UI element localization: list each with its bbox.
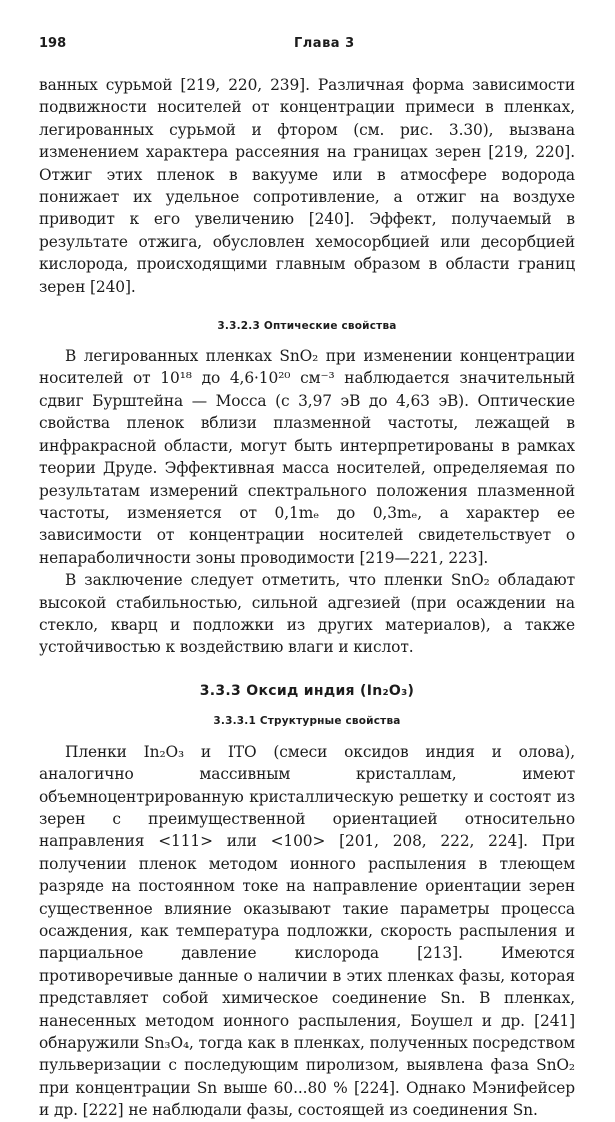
body-text	[39, 74, 575, 1122]
paragraph-structural-properties: Пленки In₂O₃ и ITO (смеси оксидов индия и олова), аналогично массивным кристаллам, имеют объемноцентрированную кристаллическую решетку и состоят из зерен с преимущественной ориентацией относительно направления <111> или <100> [201, 208, 222, 224]. При получении пленок методом ионного распыления в тлеющем разряде на постоянном токе на направление ориентации зерен существенное влияние оказывают такие параметры процесса осаждения, как температура подложки, скорость распыления и парциальное давление кислорода [213]. Имеются противоречивые данные о наличии в этих пленках фазы, которая представляет собой химическое соединение Sn. В пленках, нанесенных методом ионного распыления, Боушел и др. [241] обнаружили Sn₃O₄, тогда как в пленках, полученных посредством пульверизации с последующим пиролизом, выявлена фаза SnO₂ при концентрации Sn выше 60...80 % [224]. Однако Мэнифейсер и др. [222] не наблюдали фазы, состоящей из соединения Sn.	[39, 742, 575, 1120]
paragraph-conclusion: В заключение следует отметить, что пленки SnO₂ обладают высокой стабильностью, сильной адгезией (при осаждении на стекло, кварц и подложки из других материалов), а также устойчивостью к воздействию влаги и кислот.	[39, 571, 575, 657]
subsection-heading-structural: 3.3.3.1 Структурные свойства	[213, 714, 401, 727]
running-head	[39, 30, 575, 52]
page-number: 198	[39, 36, 67, 51]
subsection-heading-optical: 3.3.2.3 Оптические свойства	[217, 320, 397, 333]
paragraph-continued: ванных сурьмой [219, 220, 239]. Различная форма зависимости подвижности носителей от концентрации примеси в пленках, легированных сурьмой и фтором (см. рис. 3.30), вызвана изменением характера рассеяния на границах зерен [219, 220]. Отжиг этих пленок в вакууме или в атмосфере водорода понижает их удельное сопротивление, а отжиг на воздухе приводит к его увеличению [240]. Эффект, получаемый в результате отжига, обусловлен хемосорбцией или десорбцией кислорода, происходящими главным образом в области границ зерен [240].	[39, 76, 575, 296]
section-heading-indium-oxide: 3.3.3 Оксид индия (In₂O₃)	[199, 682, 415, 699]
chapter-title: Глава 3	[294, 36, 355, 51]
book-page	[39, 30, 575, 1122]
paragraph-optical-properties: В легированных пленках SnO₂ при изменении концентрации носителей от 10¹⁸ до 4,6·10²⁰ см⁻³ наблюдается значительный сдвиг Бурштейна — Мосса (с 3,97 эВ до 4,63 эВ). Оптические свойства пленок вблизи плазменной частоты, лежащей в инфракрасной области, могут быть интерпретированы в рамках теории Друде. Эффективная масса носителей, определяемая по результатам измерений спектрального положения плазменной частоты, изменяется от 0,1mₑ до 0,3mₑ, а характер ее зависимости от концентрации носителей свидетельствует о непараболичности зоны проводимости [219—221, 223].	[39, 347, 576, 567]
